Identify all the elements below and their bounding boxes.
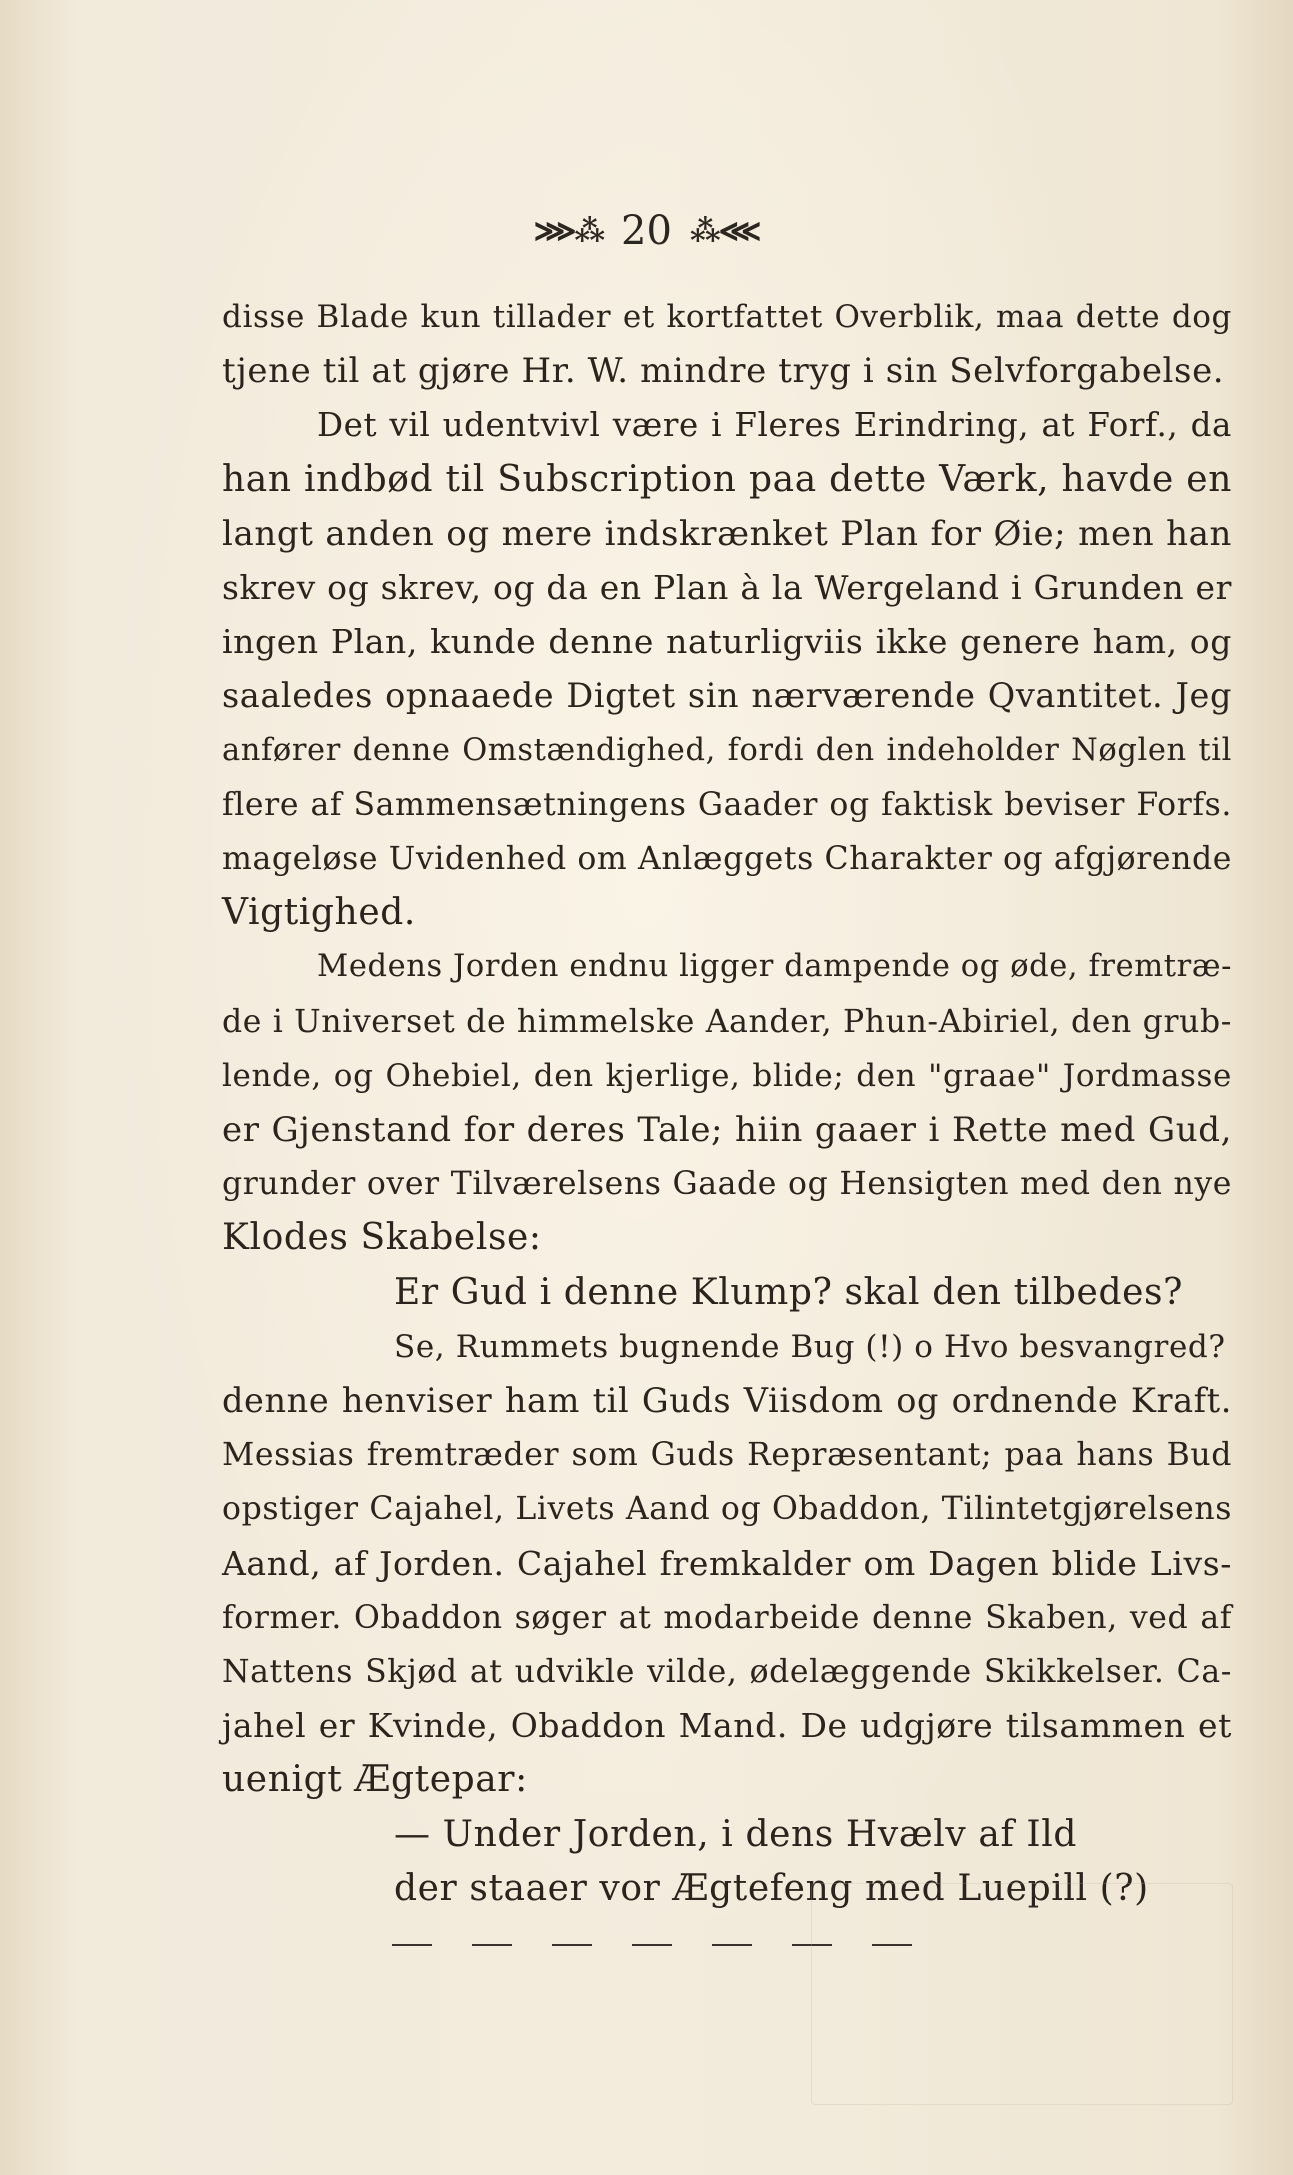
text-line: former. Obaddon søger at modarbeide denne Skaben, ved af [222, 1599, 1232, 1636]
text-line: han indbød til Subscription paa dette Værk, havde en [222, 458, 1232, 500]
verse-line: Er Gud i denne Klump? skal den tilbedes? [394, 1271, 1183, 1313]
text-line: Det vil udentvivl være i Fleres Erindring, at Forf., da [317, 406, 1232, 445]
dash-mark [712, 1944, 752, 1946]
text-line: ingen Plan, kunde denne naturligviis ikke genere ham, og [222, 622, 1232, 662]
text-line: opstiger Cajahel, Livets Aand og Obaddon, Tilintetgjørelsens [222, 1491, 1232, 1528]
text-line: uenigt Ægtepar: [222, 1759, 528, 1801]
verse-line: — Under Jorden, i dens Hvælv af Ild [394, 1813, 1077, 1855]
text-line: Aand, af Jorden. Cajahel fremkalder om Dagen blide Livs- [222, 1543, 1232, 1583]
text-line: Nattens Skjød at udvikle vilde, ødelæggende Skikkelser. Ca- [222, 1654, 1232, 1691]
dash-mark [392, 1944, 432, 1946]
text-line: jahel er Kvinde, Obaddon Mand. De udgjøre tilsammen et [222, 1706, 1232, 1746]
verse-line: Se, Rummets bugnende Bug (!) o Hvo besvangred? [394, 1328, 1226, 1365]
text-line: Vigtighed. [222, 892, 416, 934]
text-line: flere af Sammensætningens Gaader og faktisk beviser Forfs. [222, 786, 1232, 823]
dash-mark [552, 1944, 592, 1946]
text-line: langt anden og mere indskrænket Plan for Øie; men han [222, 513, 1232, 554]
text-line: de i Universet de himmelske Aander, Phun-Abiriel, den grub- [222, 1003, 1232, 1040]
text-line: er Gjenstand for deres Tale; hiin gaaer i Rette med Gud, [222, 1110, 1232, 1151]
text-line: anfører denne Omstændighed, fordi den indeholder Nøglen til [222, 732, 1232, 768]
text-line: disse Blade kun tillader et kortfattet Overblik, maa dette dog [222, 299, 1232, 335]
dash-mark [472, 1944, 512, 1946]
text-line: skrev og skrev, og da en Plan à la Wergeland i Grunden er [222, 568, 1232, 608]
text-line: saaledes opnaaede Digtet sin nærværende Qvantitet. Jeg [222, 676, 1232, 716]
text-line: Messias fremtræder som Guds Repræsentant; paa hans Bud [222, 1437, 1232, 1474]
page-number: 20 [621, 208, 672, 254]
text-line: tjene til at gjøre Hr. W. mindre tryg i sin Selvforgabelse. [222, 351, 1225, 392]
text-line: grunder over Tilværelsens Gaade og Hensigten med den nye [222, 1166, 1232, 1203]
page-header [0, 208, 1293, 254]
ornament-left-icon: ⋙⁂ [533, 213, 604, 249]
dash-mark [632, 1944, 672, 1946]
text-line: denne henviser ham til Guds Viisdom og ordnende Kraft. [222, 1381, 1232, 1421]
text-line: mageløse Uvidenhed om Anlæggets Charakter og afgjørende [222, 841, 1233, 878]
ornament-right-icon: ⁂⋘ [689, 213, 760, 249]
text-line: lende, og Ohebiel, den kjerlige, blide; den "graae" Jordmasse [222, 1057, 1232, 1094]
text-line: Klodes Skabelse: [222, 1217, 542, 1259]
verse-line: der staaer vor Ægtefeng med Luepill (?) [394, 1867, 1149, 1909]
text-line: Medens Jorden endnu ligger dampende og øde, fremtræ- [317, 949, 1232, 985]
body-text [222, 290, 1232, 1916]
paper-stain [811, 1883, 1233, 2105]
